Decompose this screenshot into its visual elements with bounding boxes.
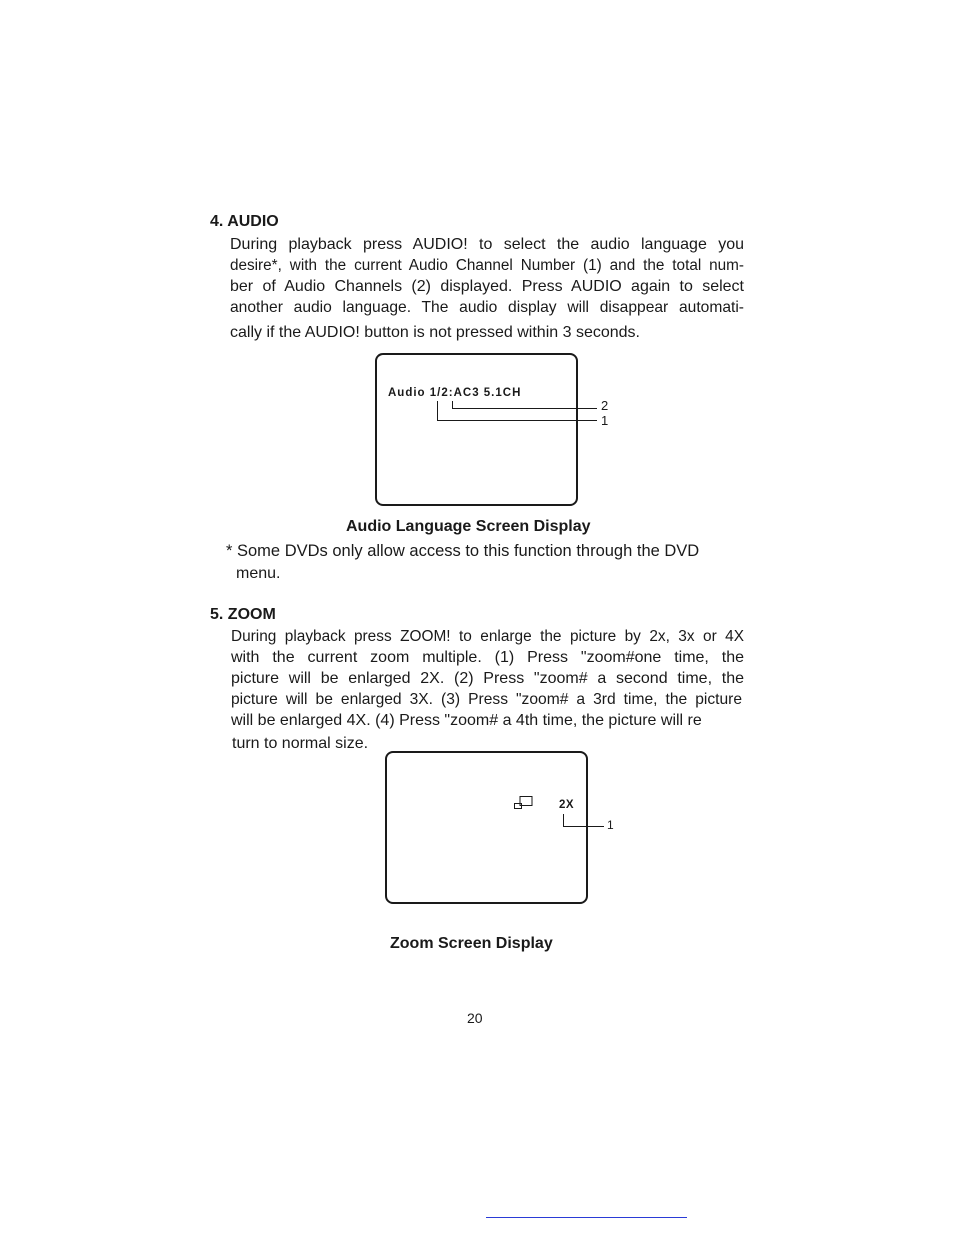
audio-paragraph-line-5: cally if the AUDIO! button is not pressed within 3 seconds.	[230, 324, 640, 341]
audio-note-line-2: menu.	[236, 565, 281, 582]
audio-paragraph-line-1: During playback press AUDIO! to select the audio language you	[230, 236, 744, 253]
zoom-paragraph-line-2: with the current zoom multiple. (1) Press "zoom#one time, the	[231, 649, 744, 666]
audio-callout-1-label: 1	[601, 413, 609, 428]
zoom-caption: Zoom Screen Display	[390, 935, 553, 952]
footer-link-underline[interactable]	[486, 1217, 687, 1218]
zoom-paragraph-line-6: turn to normal size.	[232, 735, 369, 752]
audio-caption: Audio Language Screen Display	[346, 518, 591, 535]
audio-screen-display	[375, 353, 578, 506]
zoom-paragraph-line-5: will be enlarged 4X. (4) Press "zoom# a 4th time, the picture will re	[231, 712, 702, 729]
page-number: 20	[467, 1010, 483, 1026]
zoom-heading: 5. ZOOM	[210, 606, 276, 623]
audio-paragraph-line-4: another audio language. The audio display will disappear automati-	[230, 299, 744, 316]
zoom-callout-1-label: 1	[607, 818, 614, 832]
zoom-callout-1-vertical	[563, 814, 564, 826]
audio-note-line-1: * Some DVDs only allow access to this function through the DVD	[226, 542, 700, 560]
audio-callout-1-vertical	[437, 401, 438, 420]
audio-callout-2-vertical	[452, 401, 453, 408]
zoom-screen-display	[385, 751, 588, 904]
zoom-screen-text: 2X	[559, 799, 575, 811]
zoom-paragraph-line-4: picture will be enlarged 3X. (3) Press "zoom# a 3rd time, the picture	[231, 691, 742, 708]
zoom-paragraph-line-1: During playback press ZOOM! to enlarge the picture by 2x, 3x or 4X	[231, 628, 744, 645]
audio-paragraph-line-2: desire*, with the current Audio Channel Number (1) and the total num-	[230, 257, 744, 274]
audio-callout-2-label: 2	[601, 398, 609, 413]
audio-paragraph-line-3: ber of Audio Channels (2) displayed. Press AUDIO again to select	[230, 278, 744, 295]
zoom-paragraph-line-3: picture will be enlarged 2X. (2) Press "zoom# a second time, the	[231, 670, 744, 687]
zoom-magnify-icon	[511, 795, 535, 811]
audio-callout-1-horizontal	[437, 420, 597, 421]
audio-callout-2-horizontal	[452, 408, 597, 409]
zoom-callout-1-horizontal	[563, 826, 604, 827]
audio-screen-text: Audio 1/2:AC3 5.1CH	[388, 387, 522, 399]
audio-heading: 4. AUDIO	[210, 213, 279, 230]
